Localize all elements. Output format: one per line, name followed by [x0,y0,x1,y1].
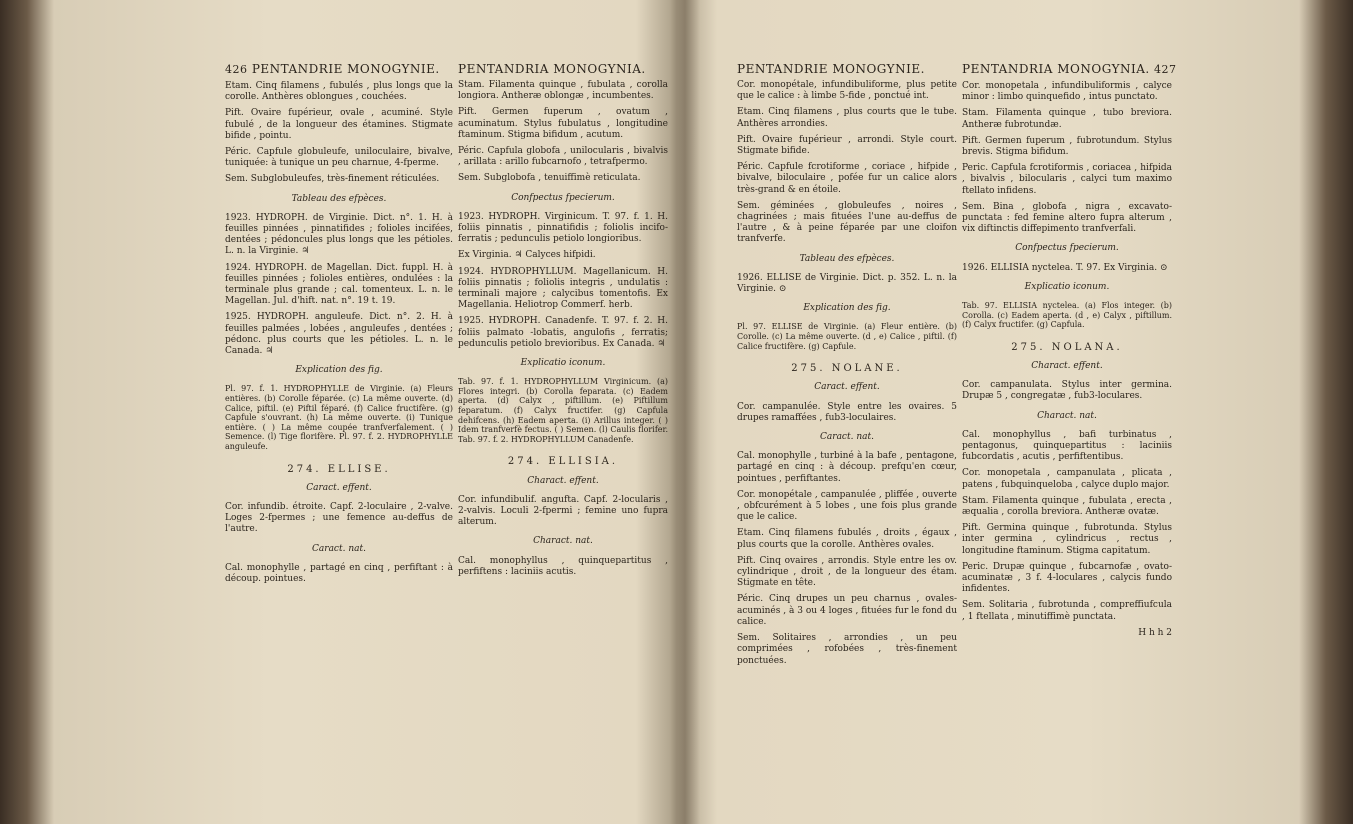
left-page-col-a [225,62,453,590]
text-block: Etam. Cinq filamens , fubulés , plus longs que la corolle. Anthères oblongues , couchées. [225,81,453,103]
text-block: Sem. Bina , globofa , nigra , excavato-punctata : fed femine altero fupra alterum , vix diftinctis diffepimento tranfverfali. [962,201,1172,235]
text-block: Cal. monophylle , turbiné à la bafe , pentagone, partagé en cinq : à découp. prefqu'en cœur, pointues , perfiftantes. [737,451,957,484]
species-entry: 1924. HYDROPH. de Magellan. Dict. fuppl. H. à feuilles pinnées ; folioles entières, ondulées : la terminale plus grande ; cal. tomenteux. L. n. le Magellan. Jul. d'hift. nat. n°. 19 t. 19. [225,262,453,307]
header-text: PENTANDRIE MONOGYNIE. [251,62,440,76]
section-heading: Confpectus fpecierum. [1015,243,1119,254]
text-block: Stam. Filamenta quinque , fubulata , erecta , æqualia , corolla breviora. Antheræ ovatæ. [962,495,1172,518]
species-entry: 1925. HYDROPH. Canadenfe. T. 97. f. 2. H. foliis palmato -lobatis, angulofis , ferratis; pedunculis petiolo brevioribus. Ex Canada. ♃ [458,316,668,349]
text-block: Cor. campanulée. Style entre les ovaires. 5 drupes ramaffées , fub3-loculaires. [737,401,957,423]
text-block: Pift. Germen fuperum , ovatum , acuminatum. Stylus fubulatus , longitudine ftaminum. Stigma bifidum , acutum. [458,107,668,140]
genus-heading: 275. NOLANA. [1011,341,1123,353]
section-heading: Confpectus fpecierum. [511,192,615,203]
text-block: Peric. Drupæ quinque , fubcarnofæ , ovato-acuminatæ , 3 f. 4-loculares , calycis fundo infidentes. [962,561,1172,595]
section-heading: Explicatio iconum. [520,358,606,369]
species-entry: 1926. ELLISIA nyctelea. T. 97. Ex Virginia. ⊙ [962,262,1168,273]
text-block: Sem. géminées , globuleufes , noires , chagrinées ; mais fituées l'une au-deffus de l'autre , & à peine féparée par une cloifon tranfverfe. [737,200,957,245]
figure-caption: Tab. 97. ELLISIA nyctelea. (a) Flos integer. (b) Corolla. (c) Eadem aperta. (d , e) Calyx , piftillum. (f) Calyx fructifer. (g) Capfula. [962,301,1172,330]
text-block: Cor. monopetala , campanulata , plicata , patens , fubquinqueloba , calyce duplo major. [962,468,1172,490]
text-block: Cal. monophyllus , quinquepartitus , perfiftens : laciniis acutis. [458,555,668,577]
running-head [225,62,453,77]
text-block: Cor. monopétale, infundibuliforme, plus petite que le calice : à limbe 5-fide , ponctué int. [737,80,957,102]
text-block: Etam. Cinq filamens , plus courts que le tube. Anthères arrondies. [737,107,957,129]
text-block: Cal. monophylle , partagé en cinq , perfiftant : à découp. pointues. [225,562,453,585]
text-block: Stam. Filamenta quinque , fubulata , corolla longiora. Antheræ oblongæ , incumbentes. [458,80,668,102]
running-head: PENTANDRIA MONOGYNIA. [458,62,646,76]
section-heading: Caract. nat. [312,543,366,554]
text-block: Cor. monopetala , infundibuliformis , calyce minor : limbo quinquefido , intus punctato. [962,81,1172,103]
section-heading: Charact. effent. [527,475,599,486]
section-heading: Explication des fig. [295,365,383,376]
section-heading: Explication des fig. [803,303,891,314]
text-block: Péric. Capfule fcrotiforme , coriace , hifpide , bivalve, biloculaire , pofée fur un calice alors très-grand & en étoile. [737,162,957,195]
section-heading: Explicatio iconum. [1024,281,1110,292]
section-heading: Charact. nat. [1037,410,1097,421]
section-heading: Caract. effent. [814,382,880,393]
figure-caption: Pl. 97. f. 1. HYDROPHYLLE de Virginie. (a) Fleurs entières. (b) Corolle féparée. (c) La même ouverte. (d) Calice, piftil. (e) Piftil féparé. (f) Calice fructifère. (g) Capfule s'ouvrant. (h) La même ouverte. (i) Tunique entière. ( ) La même coupée tranfverfalement. ( ) Semence. (l) Tige florifère. Pl. 97. f. 2. HYDROPHYLLE anguleufe. [225,384,453,452]
page-number: 427 [1154,63,1177,76]
right-page-col-b [962,62,1177,639]
text-block: Péric. Cinq drupes un peu charnus , ovales-acuminés , à 3 ou 4 loges , fituées fur le fond du calice. [737,594,957,627]
section-heading: Caract. effent. [306,482,372,493]
figure-caption: Tab. 97. f. 1. HYDROPHYLLUM Virginicum. (a) Flores integri. (b) Corolla feparata. (c) Eadem aperta. (d) Calyx , piftillum. (e) Piftillum feparatum. (f) Calyx fructifer. (g) Capfula dehifcens. (h) Eadem aperta. (i) Arillus integer. ( ) Idem tranfverfè fectus. ( ) Semen. (l) Caulis florifer. Tab. 97. f. 2. HYDROPHYLLUM Canadenfe. [458,377,668,444]
header-text: PENTANDRIA MONOGYNIA. [962,62,1150,76]
text-block: Pift. Germina quinque , fubrotunda. Stylus inter germina , cylindricus , rectus , longitudine ftaminum. Stigma capitatum. [962,523,1172,556]
species-entry: 1923. HYDROPH. Virginicum. T. 97. f. 1. H. foliis pinnatis , pinnatifidis ; foliolis incifo-ferratis ; pedunculis petiolo longioribus. [458,211,668,245]
genus-heading: 274. ELLISIA. [507,456,619,468]
right-page-col-a [737,62,957,672]
section-heading: Caract. nat. [820,432,874,443]
text-block: Péric. Capfule globuleufe, uniloculaire, bivalve, tuniquée: à tunique un peu charnue, 4-fperme. [225,147,453,169]
text-block: Sem. Solitaires , arrondies , un peu comprimées , rofobées , très-finement ponctuées. [737,633,957,666]
text-block: Cor. infundib. étroite. Capf. 2-loculaire , 2-valve. Loges 2-fpermes ; une femence au-deffus de l'autre. [225,502,453,535]
page-number: 426 [225,63,248,76]
text-block: Peric. Capfula fcrotiformis , coriacea , hifpida , bivalvis , bilocularis , calyci tum maximo ftellato infidens. [962,163,1172,196]
figure-caption: Pl. 97. ELLISE de Virginie. (a) Fleur entière. (b) Corolle. (c) La même ouverte. (d , e) Calice , piftil. (f) Calice fructifère. (g) Capfule. [737,322,957,351]
species-entry: 1924. HYDROPHYLLUM. Magellanicum. H. foliis pinnatis ; foliolis integris , undulatis : terminali majore ; calycibus tomentofis. Ex Magellania. Heliotrop Commerf. herb. [458,266,668,311]
text-block: Pift. Ovaire fupérieur, ovale , acuminé. Style fubulé , de la longueur des étamines. Stigmate bifide , pointu. [225,108,453,141]
book-gutter [670,0,700,824]
text-block: Cor. infundibulif. angufta. Capf. 2-locularis , 2-valvis. Loculi 2-fpermi ; femine uno fupra alterum. [458,494,668,528]
text-block: Pift. Cinq ovaires , arrondis. Style entre les ov. cylindrique , droit , de la longueur des étam. Stigmate en tête. [737,555,957,589]
running-head: PENTANDRIE MONOGYNIE. [737,62,925,76]
section-heading: Charact. effent. [1031,361,1103,372]
text-block: Cor. campanulata. Stylus inter germina. Drupæ 5 , congregatæ , fub3-loculares. [962,380,1172,402]
text-block: Etam. Cinq filamens fubulés , droits , égaux , plus courts que la corolle. Anthères ovales. [737,528,957,550]
species-entry: 1926. ELLISE de Virginie. Dict. p. 352. L. n. la Virginie. ⊙ [737,272,957,295]
species-entry: Ex Virginia. ♃ Calyces hifpidi. [458,250,596,261]
species-entry: 1923. HYDROPH. de Virginie. Dict. n°. 1. H. à feuilles pinnées , pinnatifides ; folioles incifées, dentées ; pédoncules plus longs que les pétioles. L. n. la Virginie. ♃ [225,212,453,257]
text-block: Pift. Germen fuperum , fubrotundum. Stylus brevis. Stigma bifidum. [962,135,1172,158]
text-block: Sem. Solitaria , fubrotunda , compreffiufcula , 1 ftellata , minutiffimè punctata. [962,600,1172,622]
section-heading: Charact. nat. [533,536,593,547]
text-block: Pift. Ovaire fupérieur , arrondi. Style court. Stigmate bifide. [737,134,957,157]
running-head [962,62,1177,77]
left-page-col-b [458,62,668,583]
genus-heading: 275. NOLANE. [791,363,903,375]
species-entry: 1925. HYDROPH. anguleufe. Dict. n°. 2. H. à feuilles palmées , lobées , anguleufes , dentées ; pédonc. plus courts que les pétioles. L. n. le Canada. ♃ [225,312,453,357]
text-block: Sem. Subglobofa , tenuiffimè reticulata. [458,173,641,184]
text-block: Stam. Filamenta quinque , tubo breviora. Antheræ fubrotundæ. [962,108,1172,130]
text-block: Cor. monopétale , campanulée , pliffée , ouverte , obfcurément à 5 lobes , une fois plus grande que le calice. [737,489,957,523]
section-heading: Tableau des efpèces. [291,193,387,204]
section-heading: Tableau des efpèces. [799,253,895,264]
signature-mark: H h h 2 [1138,627,1172,638]
text-block: Sem. Subglobuleufes, très-finement réticulées. [225,174,440,185]
text-block: Péric. Capfula globofa , unilocularis , bivalvis , arillata : arillo fubcarnofo , tetrafpermo. [458,146,668,168]
text-block: Cal. monophyllus , bafi turbinatus , pentagonus, quinquepartitus : laciniis fubcordatis , acutis , perfiftentibus. [962,429,1172,463]
genus-heading: 274. ELLISE. [287,463,391,475]
